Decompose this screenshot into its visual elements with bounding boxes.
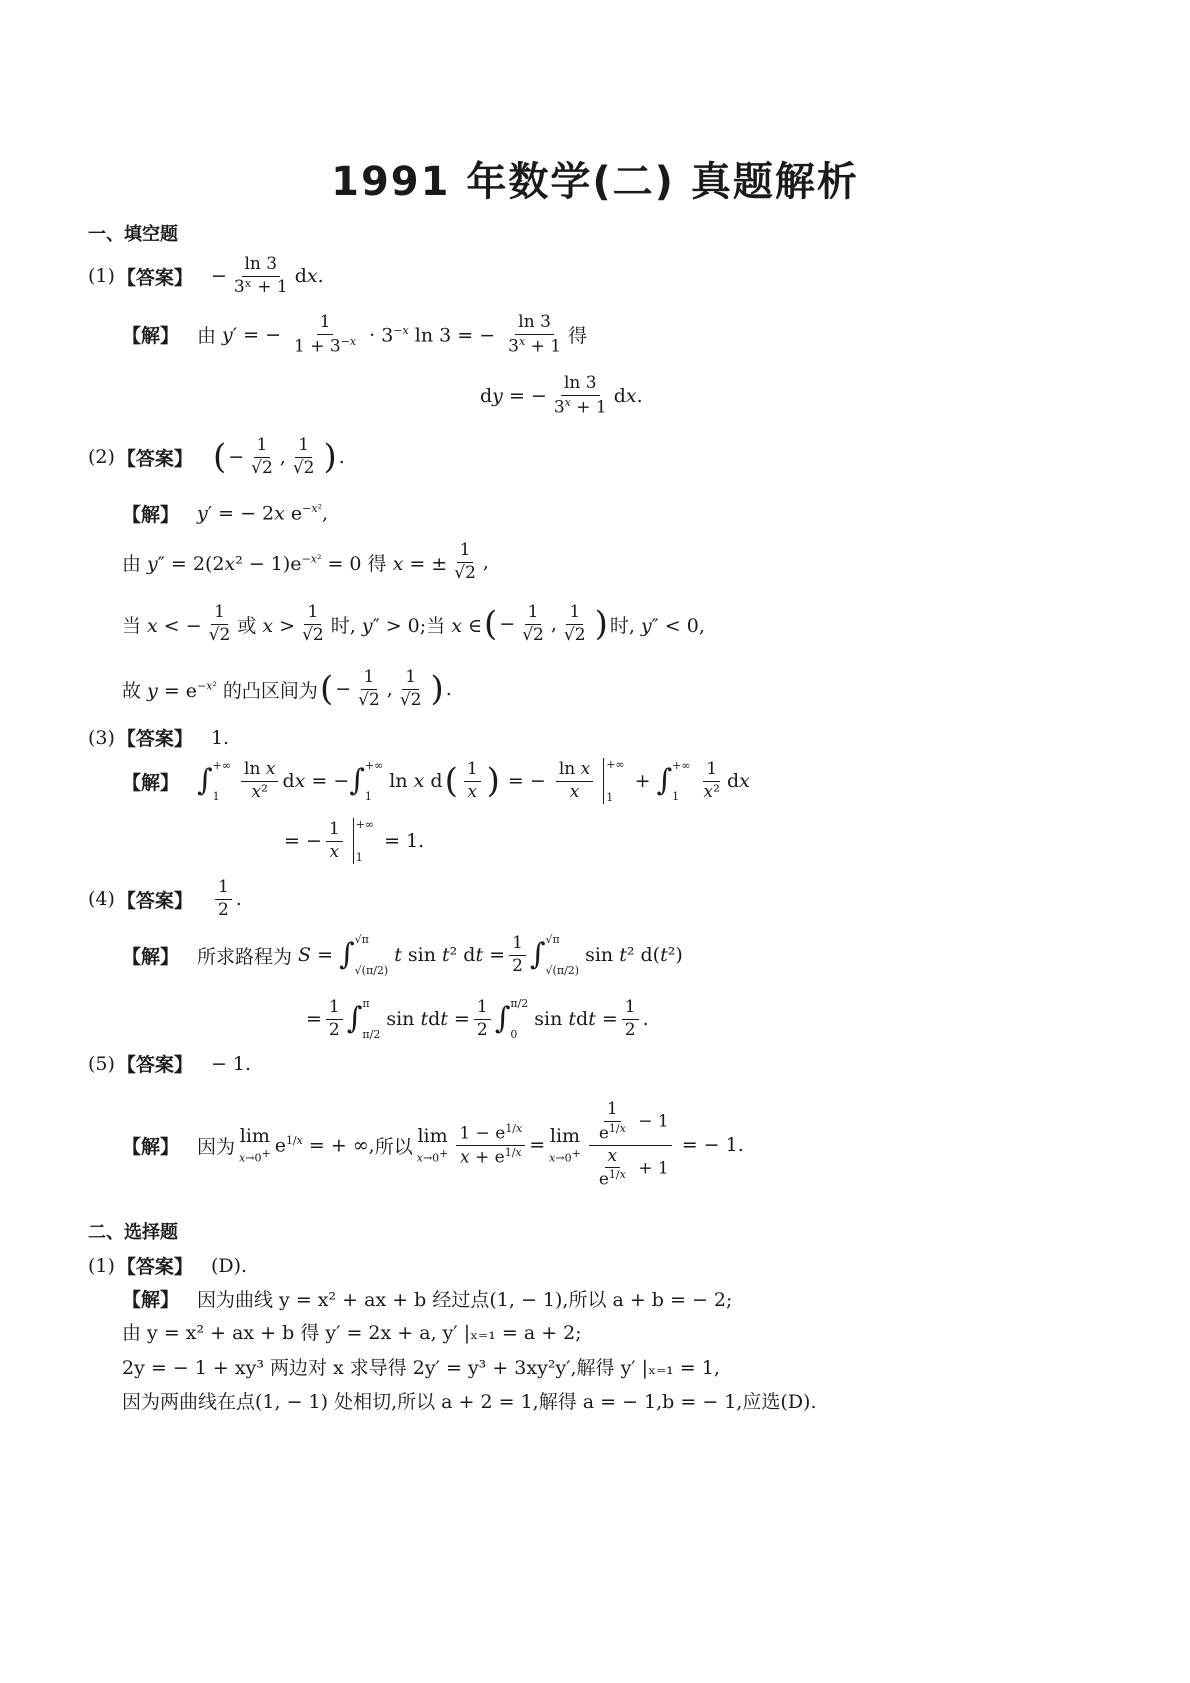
answer-label: 【答案】: [116, 1256, 193, 1278]
mc1-number: (1): [88, 1254, 115, 1277]
q3-solution-line1: 【解】 ∫ +∞ 1 $\frac{\text{ln x}}{\text{x²}}$ dx = − ∫ +∞ 1 ln x d ( $\frac{1}{x}$ ) = − $\frac{\text{ln x}}{x}$ +∞ 1 + ∫ +∞ 1 $\frac{1}{\text{x²}}$ dx: [122, 758, 750, 804]
q2-number: (2): [88, 446, 115, 469]
mc1-solution-line1: 【解】 因为曲线 y = x² + ax + b 经过点(1, − 1),所以 a + b = − 2;: [122, 1285, 732, 1312]
answer-label: 【答案】: [116, 1054, 193, 1076]
q1-answer-fraction: $\frac{\ln 3}{\text{3ˣ + 1}}$: [233, 254, 288, 297]
q2-solution-line1: 【解】 y′ = − 2x $e^{-x^2}$,: [122, 500, 328, 527]
section-multiple-choice: 二、选择题: [88, 1222, 178, 1243]
q2-solution-line2: 由 $y'' = 2(2x^2 - 1)e^{-x^2} = 0$ 得 x = ± $\frac{1}{√2}$ ,: [122, 540, 489, 583]
q2-solution-line3: 当 x < − $\frac{1}{√2}$ 或 x > $\frac{1}{√2}$ 时, y″ > 0;当 x ∈ ( − $\frac{1}{√2}$ , $\frac{1}{√2}$ ) 时, y″ < 0,: [122, 602, 705, 645]
q1-solution-line: 【解】 由 y′ = − $\frac{1}{1 + 3^{-x}}$ · $3^{-x}$ ln 3 = − $\frac{\ln 3}{3^x + 1}$ 得: [122, 312, 588, 357]
page-title: 1991 年数学(二) 真题解析: [331, 159, 859, 205]
q5-answer: − 1.: [210, 1052, 252, 1075]
solution-label: 【解】: [122, 325, 180, 348]
q2-solution-line4: 故 $y = e^{-x^2}$ 的凸区间为 ( − $\frac{1}{√2}$ , $\frac{1}{√2}$ ) .: [122, 667, 452, 710]
q4-solution-line1: 【解】 所求路程为 S = ∫ √π √(π/2) t sin t² dt = $\frac{1}{2}$ ∫ √π √(π/2) sin t² d(t²): [122, 932, 683, 977]
q3-answer-line: [88, 724, 229, 751]
q4-number: (4): [88, 888, 115, 911]
solution-label: 【解】: [122, 771, 180, 794]
solution-label: 【解】: [122, 504, 180, 526]
q3-number: (3): [88, 726, 115, 749]
q4-solution-line2: = $\frac{1}{2}$ ∫ π π/2 sin tdt = $\frac{1}{2}$ ∫ π/2 0 sin tdt = $\frac{1}{2}$ .: [306, 996, 649, 1041]
q1-solution-dy: dy = − $\frac{\ln 3}{3^x + 1}$ dx.: [480, 373, 643, 418]
answer-label: 【答案】: [116, 266, 193, 289]
mc1-answer-line: [88, 1252, 247, 1279]
q5-answer-line: [88, 1050, 251, 1077]
q3-answer: 1.: [210, 726, 230, 749]
mc1-solution-line4: 因为两曲线在点(1, − 1) 处相切,所以 a + 2 = 1,解得 a = − 1,b = − 1,应选(D).: [122, 1391, 817, 1413]
solution-label: 【解】: [122, 1289, 180, 1311]
mc1-solution-line2: 由 y = x² + ax + b 得 y′ = 2x + a, y′ |ₓ₌₁ = a + 2;: [122, 1322, 582, 1344]
solution-label: 【解】: [122, 1135, 180, 1158]
answer-label: 【答案】: [116, 728, 193, 750]
q5-solution-line: 【解】 因为 lim x→0+ $e^{1/x}$ = + ∞, 所以 lim x→0+ $\frac{1 - e^{1/x}}{x + e^{1/x}}$ = lim x→0+ $\frac{1}{e^{1/x}}$ − 1 $\frac{x}{e^{1/x}}$ + 1 = − 1.: [122, 1099, 744, 1190]
answer-label: 【答案】: [116, 889, 193, 912]
q5-number: (5): [88, 1052, 115, 1075]
q1-answer-line: (1) 【答案】 − $\frac{\ln 3}{\text{3ˣ + 1}}$ dx.: [88, 254, 324, 297]
mc1-solution-line3: 2y = − 1 + xy³ 两边对 x 求导得 2y′ = y³ + 3xy²y′,解得 y′ |ₓ₌₁ = 1,: [122, 1357, 720, 1379]
answer-label: 【答案】: [116, 447, 193, 470]
q3-solution-line2: = − $\frac{1}{x}$ +∞ 1 = 1.: [284, 818, 425, 864]
section-fill-blank: 一、填空题: [88, 224, 178, 245]
mc1-answer: (D).: [210, 1254, 248, 1277]
solution-label: 【解】: [122, 945, 180, 968]
q1-number: (1): [88, 265, 115, 288]
q2-answer-line: (2) 【答案】 ( − $\frac{1}{√2}$ , $\frac{1}{√2}$ ) .: [88, 435, 345, 478]
q4-answer-line: (4) 【答案】 $\frac{1}{2}$ .: [88, 877, 242, 920]
